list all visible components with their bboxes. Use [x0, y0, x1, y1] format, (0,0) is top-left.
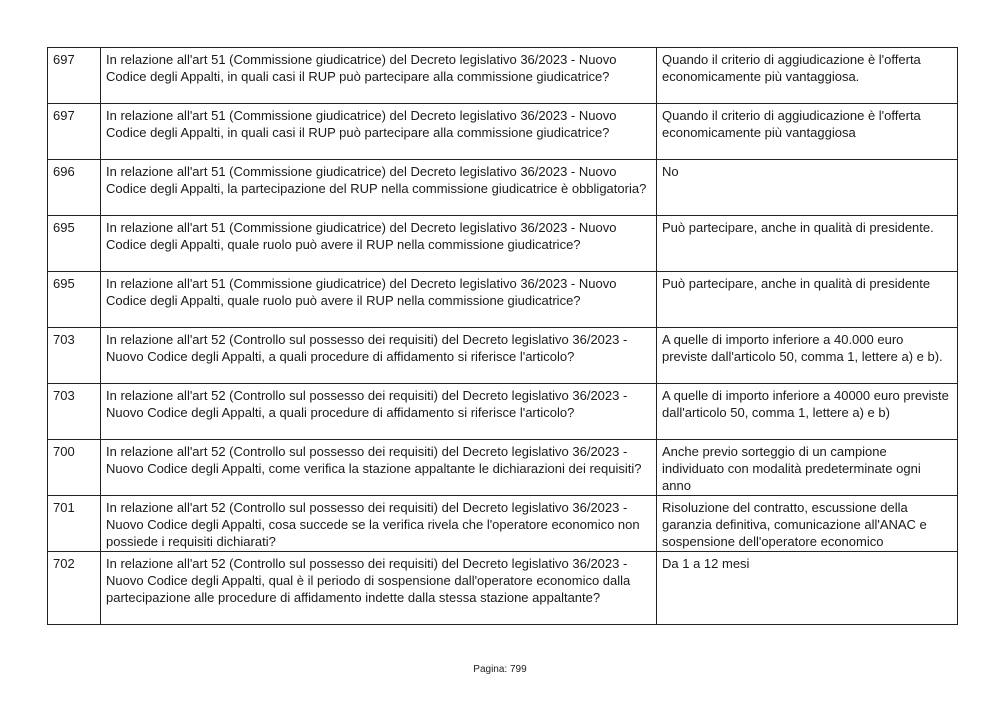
question-text: In relazione all'art 51 (Commissione giudicatrice) del Decreto legislativo 36/2023 - Nuovo Codice degli Appalti, in quali casi il RUP può partecipare alla commissione giudicatrice? — [101, 48, 657, 104]
question-number: 695 — [48, 216, 101, 272]
question-text: In relazione all'art 51 (Commissione giudicatrice) del Decreto legislativo 36/2023 - Nuovo Codice degli Appalti, quale ruolo può avere il RUP nella commissione giudicatrice? — [101, 272, 657, 328]
question-text: In relazione all'art 52 (Controllo sul possesso dei requisiti) del Decreto legislativo 36/2023 - Nuovo Codice degli Appalti, a quali procedure di affidamento si riferisce l'articolo? — [101, 328, 657, 384]
qa-table-body — [48, 48, 958, 625]
question-text: In relazione all'art 52 (Controllo sul possesso dei requisiti) del Decreto legislativo 36/2023 - Nuovo Codice degli Appalti, qual è il periodo di sospensione dall'operatore economico dalla partecipazione alle procedure di affidamento indette dalla stessa stazione appaltante? — [101, 552, 657, 625]
table-row — [48, 104, 958, 160]
table-row — [48, 328, 958, 384]
table-row — [48, 48, 958, 104]
question-number: 700 — [48, 440, 101, 496]
question-number: 697 — [48, 48, 101, 104]
table-row — [48, 552, 958, 625]
answer-text: Anche previo sorteggio di un campione individuato con modalità predeterminate ogni anno — [657, 440, 958, 496]
answer-text: A quelle di importo inferiore a 40000 euro previste dall'articolo 50, comma 1, lettere a) e b) — [657, 384, 958, 440]
question-text: In relazione all'art 51 (Commissione giudicatrice) del Decreto legislativo 36/2023 - Nuovo Codice degli Appalti, in quali casi il RUP può partecipare alla commissione giudicatrice? — [101, 104, 657, 160]
question-text: In relazione all'art 52 (Controllo sul possesso dei requisiti) del Decreto legislativo 36/2023 - Nuovo Codice degli Appalti, a quali procedure di affidamento si riferisce l'articolo? — [101, 384, 657, 440]
question-text: In relazione all'art 51 (Commissione giudicatrice) del Decreto legislativo 36/2023 - Nuovo Codice degli Appalti, la partecipazione del RUP nella commissione giudicatrice è obbligatoria? — [101, 160, 657, 216]
table-row — [48, 216, 958, 272]
table-row — [48, 272, 958, 328]
qa-table — [47, 47, 958, 625]
question-number: 696 — [48, 160, 101, 216]
question-number: 702 — [48, 552, 101, 625]
question-text: In relazione all'art 52 (Controllo sul possesso dei requisiti) del Decreto legislativo 36/2023 - Nuovo Codice degli Appalti, cosa succede se la verifica rivela che l'operatore economico non possiede i requisiti dichiarati? — [101, 496, 657, 552]
answer-text: Quando il criterio di aggiudicazione è l'offerta economicamente più vantaggiosa. — [657, 48, 958, 104]
table-row — [48, 384, 958, 440]
answer-text: Quando il criterio di aggiudicazione è l'offerta economicamente più vantaggiosa — [657, 104, 958, 160]
answer-text: Può partecipare, anche in qualità di presidente. — [657, 216, 958, 272]
question-text: In relazione all'art 52 (Controllo sul possesso dei requisiti) del Decreto legislativo 36/2023 - Nuovo Codice degli Appalti, come verifica la stazione appaltante le dichiarazioni dei requisiti? — [101, 440, 657, 496]
question-text: In relazione all'art 51 (Commissione giudicatrice) del Decreto legislativo 36/2023 - Nuovo Codice degli Appalti, quale ruolo può avere il RUP nella commissione giudicatrice? — [101, 216, 657, 272]
answer-text: Può partecipare, anche in qualità di presidente — [657, 272, 958, 328]
question-number: 695 — [48, 272, 101, 328]
answer-text: Risoluzione del contratto, escussione della garanzia definitiva, comunicazione all'ANAC e sospensione dell'operatore economico — [657, 496, 958, 552]
question-number: 701 — [48, 496, 101, 552]
question-number: 703 — [48, 384, 101, 440]
answer-text: A quelle di importo inferiore a 40.000 euro previste dall'articolo 50, comma 1, lettere a) e b). — [657, 328, 958, 384]
table-row — [48, 160, 958, 216]
page-number: Pagina: 799 — [473, 664, 527, 675]
question-number: 697 — [48, 104, 101, 160]
answer-text: No — [657, 160, 958, 216]
question-number: 703 — [48, 328, 101, 384]
answer-text: Da 1 a 12 mesi — [657, 552, 958, 625]
table-row — [48, 496, 958, 552]
table-row — [48, 440, 958, 496]
